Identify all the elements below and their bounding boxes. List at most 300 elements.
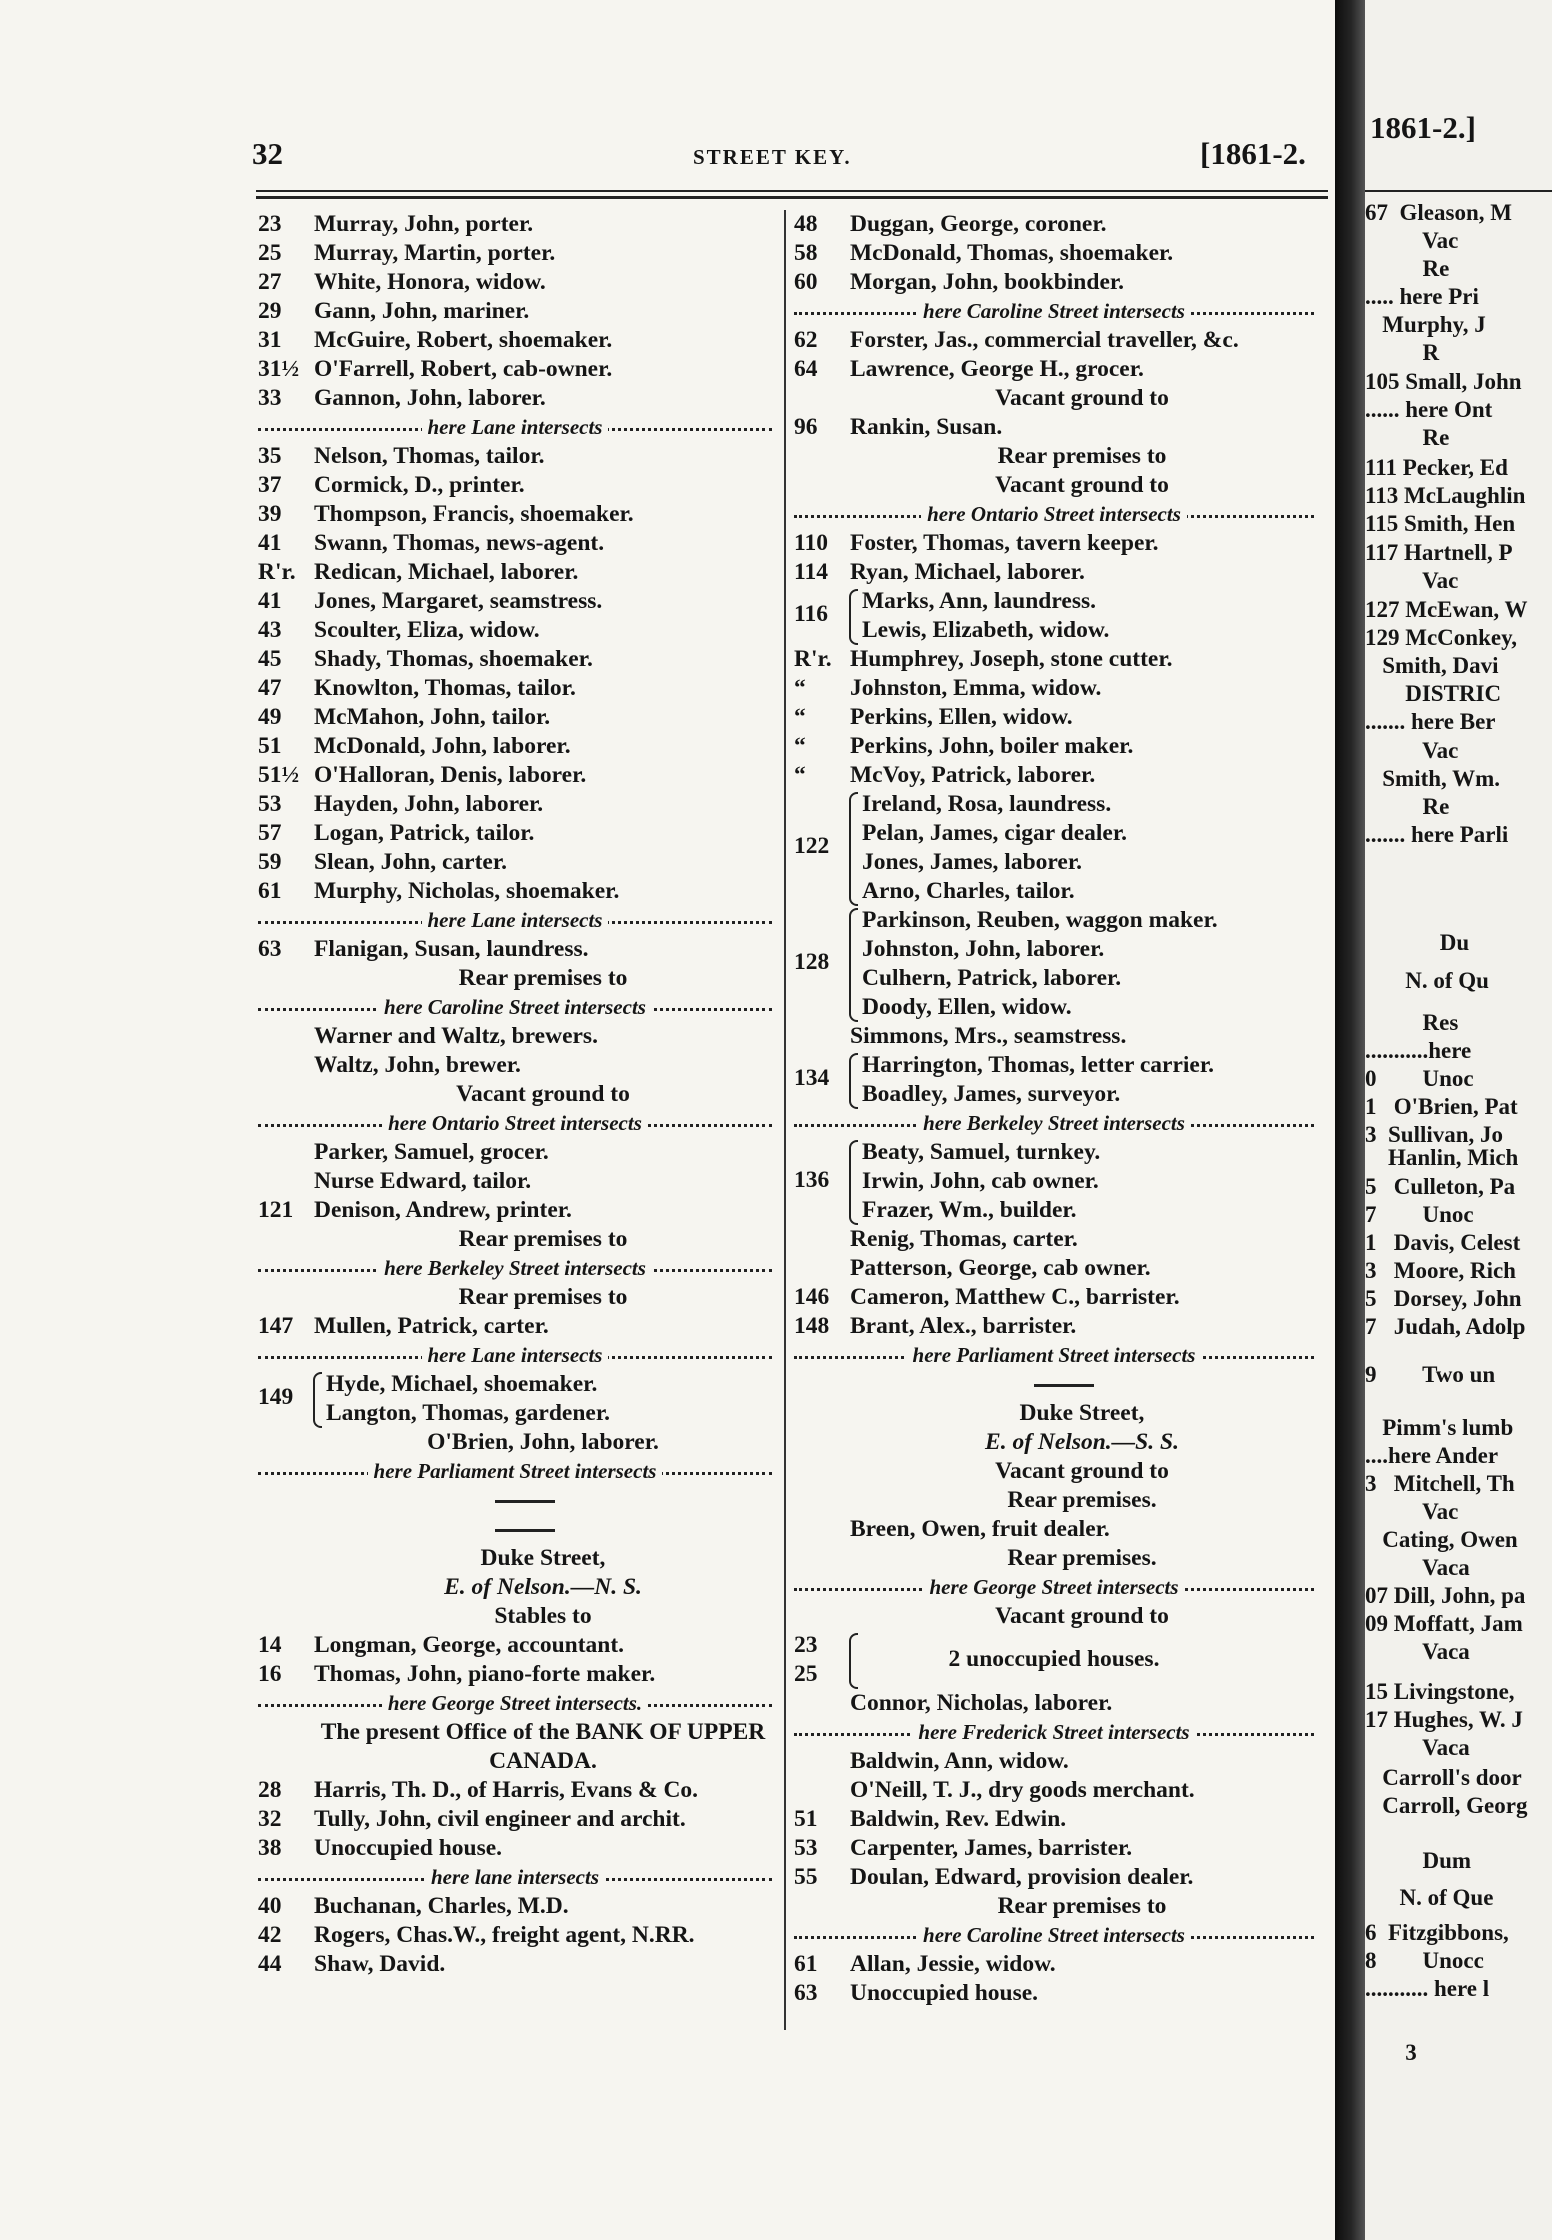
- resident-name: Perkins, Ellen, widow.: [850, 704, 1073, 730]
- house-number: 45: [258, 646, 282, 672]
- house-number: 49: [258, 704, 282, 730]
- next-page-fragment: 07 Dill, John, pa: [1365, 1583, 1526, 1608]
- next-page-fragment: 117 Hartnell, P: [1365, 540, 1513, 565]
- resident-name: Flanigan, Susan, laundress.: [314, 936, 589, 962]
- house-number: 43: [258, 617, 282, 643]
- next-page-fragment: 1 O'Brien, Pat: [1365, 1094, 1518, 1119]
- next-page-fragment: 8 Unocc: [1365, 1948, 1484, 1973]
- resident-name: Nurse Edward, tailor.: [314, 1168, 532, 1194]
- directory-entry: [794, 355, 1314, 384]
- directory-entry: [258, 674, 772, 703]
- resident-name: Longman, George, accountant.: [314, 1632, 625, 1658]
- directory-entry: [794, 1515, 1314, 1544]
- next-page-fragment: Dum: [1365, 1848, 1472, 1873]
- next-page-fragment: 67 Gleason, M: [1365, 200, 1512, 225]
- directory-entry: [794, 1283, 1314, 1312]
- directory-entry: [794, 1863, 1314, 1892]
- directory-entry: [794, 239, 1314, 268]
- resident-name: Gann, John, mariner.: [314, 298, 530, 324]
- intersection-note: [794, 1341, 1314, 1370]
- house-number: 31: [258, 327, 282, 353]
- directory-entry: [258, 819, 772, 848]
- next-page-fragment: Carroll, Georg: [1365, 1793, 1528, 1818]
- resident-name: [794, 1196, 1314, 1225]
- resident-name-text: Ireland, Rosa, laundress.: [862, 791, 1112, 817]
- house-number: 27: [258, 269, 282, 295]
- intersection-label: here Caroline Street intersects: [917, 299, 1191, 323]
- resident-name: Gannon, John, laborer.: [314, 385, 546, 411]
- directory-entry: [794, 1805, 1314, 1834]
- centered-note: Vacant ground to: [995, 385, 1169, 411]
- resident-name: Morgan, John, bookbinder.: [850, 269, 1125, 295]
- next-page-fragment: DISTRIC: [1365, 681, 1502, 706]
- directory-entry: [258, 587, 772, 616]
- section-rule: [258, 1515, 772, 1544]
- house-number: 23: [258, 211, 282, 237]
- resident-name: Murray, Martin, porter.: [314, 240, 556, 266]
- resident-name-text: Culhern, Patrick, laborer.: [862, 965, 1122, 991]
- intersection-label: here lane intersects: [425, 1865, 605, 1889]
- next-page-fragment: Vac: [1365, 1499, 1459, 1524]
- resident-name-text: Harrington, Thomas, letter carrier.: [862, 1052, 1214, 1078]
- directory-entry: [258, 732, 772, 761]
- next-page-fragment: 17 Hughes, W. J: [1365, 1707, 1523, 1732]
- next-page-fragment: Murphy, J: [1365, 312, 1486, 337]
- entry-group: [794, 1051, 1314, 1109]
- centered-note: Vacant ground to: [995, 1458, 1169, 1484]
- resident-name: O'Halloran, Denis, laborer.: [314, 762, 587, 788]
- directory-entry: [794, 1747, 1314, 1776]
- book-gutter: [1335, 0, 1365, 2240]
- directory-entry: [258, 1660, 772, 1689]
- section-rule: [794, 1370, 1314, 1399]
- house-number: 51½: [258, 762, 300, 788]
- directory-entry: [794, 674, 1314, 703]
- house-number: 51: [794, 1806, 818, 1832]
- next-page-fragment: R: [1365, 340, 1440, 365]
- next-page-fragment: 7 Judah, Adolp: [1365, 1314, 1526, 1339]
- intersection-label: here George Street intersects: [923, 1575, 1184, 1599]
- next-page-fragment: 111 Pecker, Ed: [1365, 455, 1508, 480]
- house-number: 39: [258, 501, 282, 527]
- directory-entry: [794, 1979, 1314, 2008]
- next-page-fragment: ...... here Ont: [1365, 397, 1493, 422]
- house-number: 58: [794, 240, 818, 266]
- directory-entry: [258, 471, 772, 500]
- directory-entry: [794, 732, 1314, 761]
- centered-note: Duke Street,: [480, 1545, 606, 1571]
- intersection-label: here Berkeley Street intersects: [378, 1256, 652, 1280]
- directory-entry: [258, 1022, 772, 1051]
- directory-entry: [258, 500, 772, 529]
- resident-name: Nelson, Thomas, tailor.: [314, 443, 545, 469]
- directory-entry: [794, 529, 1314, 558]
- resident-name: Connor, Nicholas, laborer.: [850, 1690, 1113, 1716]
- house-number: 44: [258, 1951, 282, 1977]
- resident-name: Baldwin, Ann, widow.: [850, 1748, 1069, 1774]
- centered-note: Vacant ground to: [456, 1081, 630, 1107]
- house-number: 136: [794, 1166, 830, 1193]
- directory-entry: [258, 1921, 772, 1950]
- section-rule: [258, 1486, 772, 1515]
- directory-entry: [258, 529, 772, 558]
- resident-name: [794, 1080, 1314, 1109]
- house-number: 64: [794, 356, 818, 382]
- directory-entry: [794, 1254, 1314, 1283]
- centered-note: Stables to: [494, 1603, 592, 1629]
- resident-name: Parker, Samuel, grocer.: [314, 1139, 549, 1165]
- directory-entry: [258, 384, 772, 413]
- next-page-fragment: 0 Unoc: [1365, 1066, 1474, 1091]
- page-title: STREET KEY.: [693, 145, 852, 169]
- house-number: 53: [794, 1835, 818, 1861]
- next-page-fragment: ...........here: [1365, 1038, 1472, 1063]
- resident-name: [794, 1167, 1314, 1196]
- house-number: 149: [258, 1384, 294, 1410]
- resident-name: Rankin, Susan.: [850, 414, 1003, 440]
- house-number: 128: [794, 949, 830, 975]
- intersection-note: [794, 1921, 1314, 1950]
- resident-name: Breen, Owen, fruit dealer.: [850, 1516, 1110, 1542]
- centered-note: Rear premises.: [1007, 1545, 1157, 1571]
- resident-name: [794, 1138, 1314, 1167]
- house-number: 38: [258, 1835, 282, 1861]
- directory-entry: [258, 1805, 772, 1834]
- resident-name: McGuire, Robert, shoemaker.: [314, 327, 613, 353]
- intersection-label: here Lane intersects: [422, 1343, 609, 1367]
- next-page-fragment: ....here Ander: [1365, 1443, 1499, 1468]
- next-page-fragment: 1 Davis, Celest: [1365, 1230, 1521, 1255]
- house-number: 14: [258, 1632, 282, 1658]
- next-page-fragment: 3 Mitchell, Th: [1365, 1471, 1515, 1496]
- house-number: 62: [794, 327, 818, 353]
- directory-entry: [258, 1138, 772, 1167]
- resident-name: Tully, John, civil engineer and archit.: [314, 1806, 686, 1832]
- directory-entry: [794, 1225, 1314, 1254]
- house-number: 53: [258, 791, 282, 817]
- next-page-fragment: Du: [1365, 930, 1470, 955]
- intersection-label: here Caroline Street intersects: [378, 995, 652, 1019]
- directory-entry: [258, 210, 772, 239]
- resident-name: Scoulter, Eliza, widow.: [314, 617, 540, 643]
- resident-name: [794, 1631, 1314, 1674]
- resident-name: Allan, Jessie, widow.: [850, 1951, 1056, 1977]
- intersection-note: [258, 1457, 772, 1486]
- house-number: 122: [794, 833, 830, 859]
- house-number: 42: [258, 1922, 282, 1948]
- next-page-fragment: Res: [1365, 1010, 1459, 1035]
- resident-name: Doulan, Edward, provision dealer.: [850, 1864, 1194, 1890]
- next-page-fragment: Re: [1365, 256, 1450, 281]
- resident-name-text: Irwin, John, cab owner.: [862, 1168, 1099, 1194]
- entry-group: [794, 587, 1314, 645]
- intersection-label: here Lane intersects: [422, 415, 609, 439]
- house-number: 31½: [258, 356, 300, 382]
- resident-name: Brant, Alex., barrister.: [850, 1313, 1077, 1339]
- resident-name: [258, 1399, 772, 1428]
- centered-note: Vacant ground to: [995, 1603, 1169, 1629]
- intersection-note: [258, 993, 772, 1022]
- resident-name: Harris, Th. D., of Harris, Evans & Co.: [314, 1777, 699, 1803]
- next-page-fragment: 129 McConkey,: [1365, 625, 1518, 650]
- house-number: 110: [794, 530, 828, 556]
- resident-name: Logan, Patrick, tailor.: [314, 820, 535, 846]
- directory-entry: [794, 326, 1314, 355]
- directory-entry: [258, 703, 772, 732]
- entry-group: [794, 790, 1314, 906]
- header-rule-top: [256, 190, 1328, 192]
- resident-name-text: Lewis, Elizabeth, widow.: [862, 617, 1110, 643]
- resident-name-text: Langton, Thomas, gardener.: [326, 1400, 611, 1426]
- year-label: [1861-2.: [1200, 136, 1306, 171]
- resident-name: Ryan, Michael, laborer.: [850, 559, 1085, 585]
- directory-entry: [258, 558, 772, 587]
- house-number: 121: [258, 1197, 294, 1223]
- directory-entry: [258, 1051, 772, 1080]
- house-number: 55: [794, 1864, 818, 1890]
- resident-name-text: Frazer, Wm., builder.: [862, 1197, 1077, 1223]
- directory-entry: [258, 1950, 772, 1979]
- directory-entry: [794, 645, 1314, 674]
- resident-name-text: Doody, Ellen, widow.: [862, 994, 1072, 1020]
- centered-note: Rear premises to: [458, 965, 628, 991]
- next-page-fragment: 5 Dorsey, John: [1365, 1286, 1522, 1311]
- resident-name-text: Arno, Charles, tailor.: [862, 878, 1075, 904]
- next-header-rule: [1365, 190, 1552, 192]
- next-page-fragment: 3 Moore, Rich: [1365, 1258, 1516, 1283]
- next-page-fragment: 7 Unoc: [1365, 1202, 1474, 1227]
- intersection-label: here Parliament Street intersects: [907, 1343, 1202, 1367]
- next-page-fragment: Smith, Davi: [1365, 653, 1499, 678]
- house-number: 33: [258, 385, 282, 411]
- next-page-fragment: Re: [1365, 794, 1450, 819]
- centered-note: Vacant ground to: [995, 472, 1169, 498]
- right-column: [794, 210, 1314, 2008]
- resident-name: McVoy, Patrick, laborer.: [850, 762, 1096, 788]
- directory-entry: [258, 616, 772, 645]
- directory-entry: [794, 1689, 1314, 1718]
- resident-name-text: Johnston, John, laborer.: [862, 936, 1105, 962]
- resident-name: [794, 964, 1314, 993]
- intersection-note: [258, 906, 772, 935]
- entry-group: [794, 1631, 1314, 1689]
- house-number: “: [794, 675, 806, 701]
- house-number: 41: [258, 588, 282, 614]
- next-page-fragment: Vaca: [1365, 1639, 1470, 1664]
- directory-entry: [794, 1834, 1314, 1863]
- intersection-label: here Ontario Street intersects: [921, 502, 1187, 526]
- resident-name: Carpenter, James, barrister.: [850, 1835, 1133, 1861]
- resident-name: [794, 587, 1314, 616]
- house-number: 47: [258, 675, 282, 701]
- resident-name: Cormick, D., printer.: [314, 472, 525, 498]
- intersection-note: [258, 1109, 772, 1138]
- resident-name: Thompson, Francis, shoemaker.: [314, 501, 634, 527]
- house-number: 63: [794, 1980, 818, 2006]
- house-number: 61: [794, 1951, 818, 1977]
- house-number: 61: [258, 878, 282, 904]
- intersection-label: here George Street intersects.: [382, 1691, 648, 1715]
- house-number: “: [794, 762, 806, 788]
- resident-name: Murphy, Nicholas, shoemaker.: [314, 878, 620, 904]
- intersection-note: [258, 1341, 772, 1370]
- next-page-fragment: 15 Livingstone,: [1365, 1679, 1515, 1704]
- resident-name: Slean, John, carter.: [314, 849, 508, 875]
- resident-name: White, Honora, widow.: [314, 269, 546, 295]
- entry-group: [794, 1138, 1314, 1225]
- next-page-fragment: Vac: [1365, 568, 1459, 593]
- resident-name: Lawrence, George H., grocer.: [850, 356, 1144, 382]
- resident-name: Buchanan, Charles, M.D.: [314, 1893, 569, 1919]
- intersection-label: here Caroline Street intersects: [917, 1923, 1191, 1947]
- house-number: R'r.: [258, 559, 296, 585]
- house-number: 41: [258, 530, 282, 556]
- resident-name: Unoccupied house.: [314, 1835, 503, 1861]
- resident-name: Shaw, David.: [314, 1951, 446, 1977]
- resident-name: [794, 616, 1314, 645]
- entry-group: [258, 1370, 772, 1428]
- house-number: 35: [258, 443, 282, 469]
- house-number: 23 25: [794, 1632, 818, 1687]
- house-number: 116: [794, 601, 828, 627]
- next-page-fragment: 9 Two un: [1365, 1362, 1496, 1387]
- directory-entry: [794, 268, 1314, 297]
- resident-name: [794, 993, 1314, 1022]
- house-number: 28: [258, 1777, 282, 1803]
- house-number: 48: [794, 211, 818, 237]
- resident-name: Simmons, Mrs., seamstress.: [850, 1023, 1127, 1049]
- resident-name: Forster, Jas., commercial traveller, &c.: [850, 327, 1239, 353]
- directory-entry: [258, 790, 772, 819]
- resident-name: McMahon, John, tailor.: [314, 704, 551, 730]
- next-page-fragment: Vac: [1365, 228, 1459, 253]
- house-number: “: [794, 733, 806, 759]
- resident-name: Foster, Thomas, tavern keeper.: [850, 530, 1159, 556]
- resident-name: [794, 819, 1314, 848]
- house-number: “: [794, 704, 806, 730]
- resident-name: Murray, John, porter.: [314, 211, 534, 237]
- intersection-note: [258, 413, 772, 442]
- house-number: 59: [258, 849, 282, 875]
- next-page-fragment: Pimm's lumb: [1365, 1415, 1514, 1440]
- resident-name-text: Jones, James, laborer.: [862, 849, 1082, 875]
- next-page-fragment: Hanlin, Mich: [1365, 1145, 1519, 1170]
- next-page-fragment: N. of Que: [1365, 1885, 1494, 1910]
- centered-note: Rear premises to: [458, 1226, 628, 1252]
- centered-note: Rear premises.: [1007, 1487, 1157, 1513]
- short-rule-line: [495, 1529, 555, 1532]
- centered-note: Rear premises to: [458, 1284, 628, 1310]
- resident-name: Renig, Thomas, carter.: [850, 1226, 1078, 1252]
- resident-name: Mullen, Patrick, carter.: [314, 1313, 549, 1339]
- resident-name: Jones, Margaret, seamstress.: [314, 588, 603, 614]
- resident-name: McDonald, Thomas, shoemaker.: [850, 240, 1174, 266]
- resident-name-text: Marks, Ann, laundress.: [862, 588, 1096, 614]
- directory-entry: [258, 268, 772, 297]
- resident-name: Rogers, Chas.W., freight agent, N.RR.: [314, 1922, 695, 1948]
- resident-name: [794, 906, 1314, 935]
- next-page-fragment: Smith, Wm.: [1365, 766, 1501, 791]
- directory-entry: [794, 1312, 1314, 1341]
- column-divider: [784, 210, 786, 2030]
- house-number: 114: [794, 559, 828, 585]
- resident-name: [794, 1051, 1314, 1080]
- house-number: 63: [258, 936, 282, 962]
- centered-note: Rear premises to: [997, 443, 1167, 469]
- resident-name: Cameron, Matthew C., barrister.: [850, 1284, 1180, 1310]
- resident-name: Warner and Waltz, brewers.: [314, 1023, 598, 1049]
- house-number: 29: [258, 298, 282, 324]
- directory-entry: [794, 1776, 1314, 1805]
- intersection-label: here Berkeley Street intersects: [917, 1111, 1191, 1135]
- intersection-note: [258, 1863, 772, 1892]
- resident-name-text: Boadley, James, surveyor.: [862, 1081, 1121, 1107]
- intersection-label: here Ontario Street intersects: [382, 1111, 648, 1135]
- next-page-fragment: ..... here Pri: [1365, 284, 1479, 309]
- house-number: 134: [794, 1065, 830, 1091]
- next-page-fragment: 115 Smith, Hen: [1365, 511, 1516, 536]
- left-column: [258, 210, 772, 1979]
- next-page-fragment: 113 McLaughlin: [1365, 483, 1526, 508]
- directory-entry: [794, 558, 1314, 587]
- resident-name: Patterson, George, cab owner.: [850, 1255, 1151, 1281]
- house-number: 60: [794, 269, 818, 295]
- resident-name-text: Hyde, Michael, shoemaker.: [326, 1371, 598, 1397]
- header-rule-bottom: [256, 196, 1328, 199]
- next-page-fragment: 3 Sullivan, Jo: [1365, 1122, 1504, 1147]
- next-page-fragment: Vac: [1365, 738, 1459, 763]
- directory-entry: [258, 355, 772, 384]
- directory-entry: [794, 1022, 1314, 1051]
- next-page-edge: [1365, 0, 1552, 2240]
- resident-name: Redican, Michael, laborer.: [314, 559, 579, 585]
- intersection-note: [794, 297, 1314, 326]
- resident-name: [794, 877, 1314, 906]
- resident-name: O'Neill, T. J., dry goods merchant.: [850, 1777, 1195, 1803]
- directory-entry: [794, 761, 1314, 790]
- centered-note: Rear premises to: [997, 1893, 1167, 1919]
- next-page-fragment: ....... here Ber: [1365, 709, 1496, 734]
- house-number: 148: [794, 1313, 830, 1339]
- next-page-fragment: 105 Small, John: [1365, 369, 1522, 394]
- next-page-fragment: Vaca: [1365, 1555, 1470, 1580]
- house-number: 57: [258, 820, 282, 846]
- intersection-note: [794, 1718, 1314, 1747]
- next-page-fragment: ........... here l: [1365, 1976, 1490, 2001]
- resident-name-text: 2 unoccupied houses.: [948, 1646, 1160, 1672]
- next-page-fragment: Cating, Owen: [1365, 1527, 1518, 1552]
- house-number: 147: [258, 1313, 294, 1339]
- intersection-note: [258, 1689, 772, 1718]
- next-page-fragment: ....... here Parli: [1365, 822, 1509, 847]
- next-page-fragment: 3: [1365, 2040, 1417, 2065]
- directory-entry: [258, 848, 772, 877]
- resident-name: [794, 935, 1314, 964]
- directory-entry: [258, 239, 772, 268]
- directory-entry: [258, 1312, 772, 1341]
- resident-name: O'Farrell, Robert, cab-owner.: [314, 356, 613, 382]
- resident-name: [794, 848, 1314, 877]
- directory-entry: [258, 1834, 772, 1863]
- directory-entry: [258, 1776, 772, 1805]
- directory-entry: [258, 761, 772, 790]
- directory-entry: [258, 1167, 772, 1196]
- short-rule-line: [1034, 1384, 1094, 1387]
- next-year-label: 1861-2.]: [1370, 110, 1476, 145]
- intersection-note: [794, 1573, 1314, 1602]
- house-number: 16: [258, 1661, 282, 1687]
- house-number: R'r.: [794, 646, 832, 672]
